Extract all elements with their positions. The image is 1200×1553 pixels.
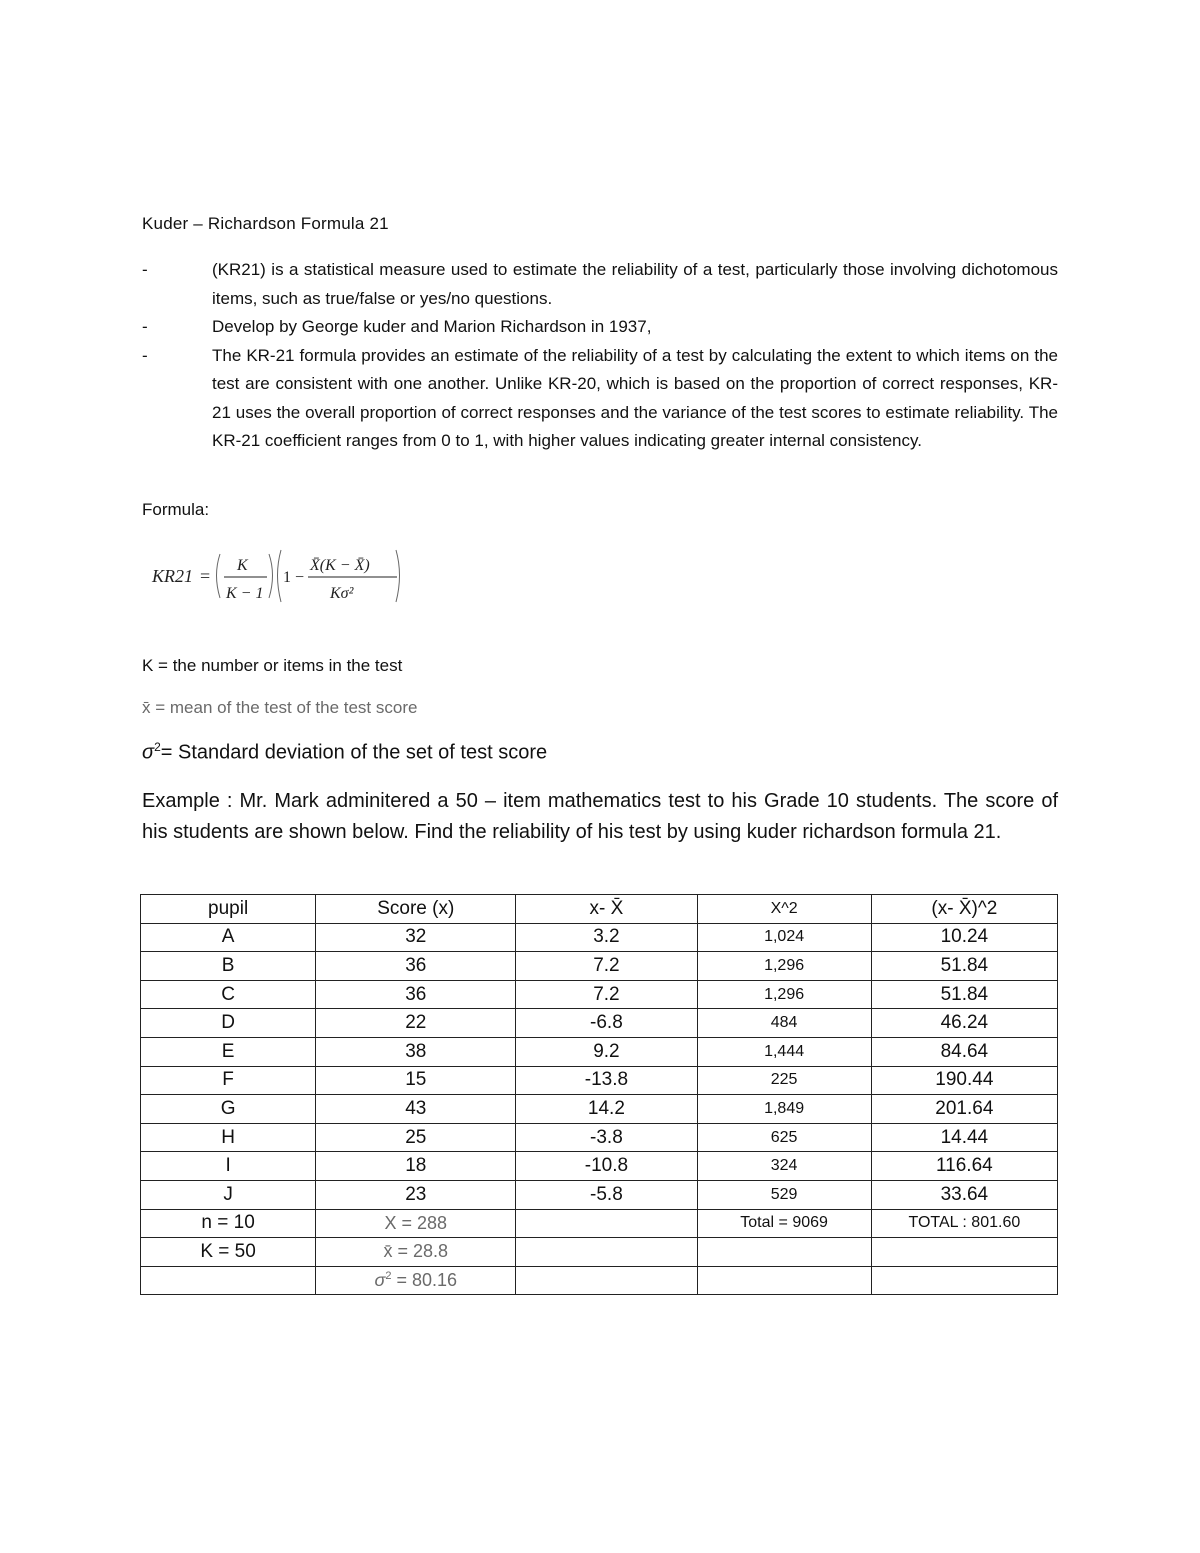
table-cell: 43	[316, 1095, 516, 1124]
table-cell: 14.44	[871, 1123, 1057, 1152]
table-cell: 46.24	[871, 1009, 1057, 1038]
paren-left-2	[278, 550, 282, 602]
table-cell: -10.8	[516, 1152, 697, 1181]
column-header: (x- X̄)^2	[871, 895, 1057, 924]
table-cell: -5.8	[516, 1180, 697, 1209]
k-value: K = 50	[141, 1238, 316, 1267]
formula-k-minus-1: K − 1	[226, 585, 264, 602]
table-cell: F	[141, 1066, 316, 1095]
table-cell: -6.8	[516, 1009, 697, 1038]
table-cell: 51.84	[871, 980, 1057, 1009]
formula-lhs: KR21	[152, 566, 194, 586]
table-cell: 7.2	[516, 952, 697, 981]
table-cell: 1,296	[697, 952, 871, 981]
table-cell: 484	[697, 1009, 871, 1038]
table-cell: 190.44	[871, 1066, 1057, 1095]
example-problem: Example : Mr. Mark adminitered a 50 – item mathematics test to his Grade 10 students. The score of his students are shown below. Find the reliability of his test by using kuder richardson formula 21.	[142, 790, 1058, 843]
table-row	[141, 1180, 1058, 1209]
table-cell: 36	[316, 980, 516, 1009]
table-cell: 51.84	[871, 952, 1057, 981]
formula-k: K	[237, 557, 248, 574]
column-header: X^2	[697, 895, 871, 924]
table-cell: 10.24	[871, 923, 1057, 952]
sigma-superscript: 2	[154, 740, 161, 754]
n-count: n = 10	[141, 1209, 316, 1238]
definition-k: K = the number or items in the test	[142, 656, 403, 675]
table-cell: 201.64	[871, 1095, 1057, 1124]
column-header: x- X̄	[516, 895, 697, 924]
table-cell: 23	[316, 1180, 516, 1209]
table-cell: 1,296	[697, 980, 871, 1009]
table-cell: 324	[697, 1152, 871, 1181]
bullet-item	[142, 256, 1058, 313]
table-cell: J	[141, 1180, 316, 1209]
table-row	[141, 952, 1058, 981]
sigma-superscript: 2	[385, 1270, 392, 1283]
table-row	[141, 1095, 1058, 1124]
table-cell: 3.2	[516, 923, 697, 952]
table-cell: B	[141, 952, 316, 981]
table-row	[141, 1066, 1058, 1095]
empty-cell	[516, 1238, 697, 1267]
summary-row-k	[141, 1238, 1058, 1267]
sigma-symbol: σ	[374, 1270, 386, 1291]
table-cell: 9.2	[516, 1037, 697, 1066]
table-cell: 32	[316, 923, 516, 952]
table-cell: -13.8	[516, 1066, 697, 1095]
table-cell: 15	[316, 1066, 516, 1095]
table-row	[141, 980, 1058, 1009]
table-cell: 225	[697, 1066, 871, 1095]
table-cell: C	[141, 980, 316, 1009]
total-x-squared: Total = 9069	[697, 1209, 871, 1238]
paren-left-1	[217, 554, 221, 598]
table-cell: 14.2	[516, 1095, 697, 1124]
bullet-dash: -	[142, 317, 148, 336]
paren-right-1	[269, 554, 273, 598]
bullet-item	[142, 342, 1058, 456]
table-cell: I	[141, 1152, 316, 1181]
bullet-list	[142, 256, 1058, 456]
table-cell: G	[141, 1095, 316, 1124]
empty-cell	[516, 1209, 697, 1238]
empty-cell	[141, 1266, 316, 1295]
table-cell: D	[141, 1009, 316, 1038]
table-cell: 1,024	[697, 923, 871, 952]
table-row	[141, 1037, 1058, 1066]
mean-value: x̄ = 28.8	[316, 1238, 516, 1267]
document-title: Kuder – Richardson Formula 21	[142, 214, 389, 233]
bullet-dash: -	[142, 260, 148, 279]
table-cell: A	[141, 923, 316, 952]
empty-cell	[697, 1266, 871, 1295]
sigma-number: = 80.16	[391, 1270, 458, 1291]
table-cell: 25	[316, 1123, 516, 1152]
table-cell: 1,444	[697, 1037, 871, 1066]
empty-cell	[516, 1266, 697, 1295]
table-cell: 625	[697, 1123, 871, 1152]
total-deviation-squared: TOTAL : 801.60	[871, 1209, 1057, 1238]
sum-x: X = 288	[316, 1209, 516, 1238]
table-cell: 116.64	[871, 1152, 1057, 1181]
table-cell: 33.64	[871, 1180, 1057, 1209]
formula-numerator: X̄(K − X̄)	[310, 557, 370, 574]
bullet-text: (KR21) is a statistical measure used to estimate the reliability of a test, particularly those involving dichotomous items, such as true/false or yes/no questions.	[212, 260, 1058, 308]
table-row	[141, 1123, 1058, 1152]
table-cell: 36	[316, 952, 516, 981]
table-cell: 84.64	[871, 1037, 1057, 1066]
summary-row-sigma	[141, 1266, 1058, 1295]
column-header: Score (x)	[316, 895, 516, 924]
definition-sigma	[142, 740, 547, 765]
summary-row-totals	[141, 1209, 1058, 1238]
table-cell: 18	[316, 1152, 516, 1181]
sigma-value	[316, 1266, 516, 1295]
formula-equals: =	[200, 566, 211, 586]
paren-right-2	[396, 550, 400, 602]
empty-cell	[697, 1238, 871, 1267]
definition-mean: x̄ = mean of the test of the test score	[142, 698, 418, 717]
table-cell: 38	[316, 1037, 516, 1066]
table-header-row	[141, 895, 1058, 924]
formula-one-minus: 1 −	[283, 569, 305, 586]
bullet-text: Develop by George kuder and Marion Richardson in 1937,	[212, 317, 652, 336]
table-cell: 1,849	[697, 1095, 871, 1124]
column-header: pupil	[141, 895, 316, 924]
empty-cell	[871, 1238, 1057, 1267]
kr21-formula	[150, 540, 410, 610]
table-cell: -3.8	[516, 1123, 697, 1152]
bullet-item	[142, 313, 1058, 342]
table-cell: H	[141, 1123, 316, 1152]
sigma-text: = Standard deviation of the set of test score	[160, 741, 548, 764]
table-cell: 22	[316, 1009, 516, 1038]
table-cell: 529	[697, 1180, 871, 1209]
table-row	[141, 1152, 1058, 1181]
sigma-symbol: σ	[142, 741, 155, 764]
formula-denominator: Kσ²	[330, 585, 354, 602]
table-cell: E	[141, 1037, 316, 1066]
table-row	[141, 923, 1058, 952]
bullet-text: The KR-21 formula provides an estimate of the reliability of a test by calculating the extent to which items on the test are consistent with one another. Unlike KR-20, which is based on the proportion of correct responses, KR-21 uses the overall proportion of correct responses and the variance of the test scores to estimate reliability. The KR-21 coefficient ranges from 0 to 1, with higher values indicating greater internal consistency.	[212, 345, 1058, 450]
formula-label: Formula:	[142, 500, 210, 519]
bullet-dash: -	[142, 345, 148, 365]
empty-cell	[871, 1266, 1057, 1295]
table-cell: 7.2	[516, 980, 697, 1009]
table-row	[141, 1009, 1058, 1038]
score-table	[140, 894, 1058, 1295]
